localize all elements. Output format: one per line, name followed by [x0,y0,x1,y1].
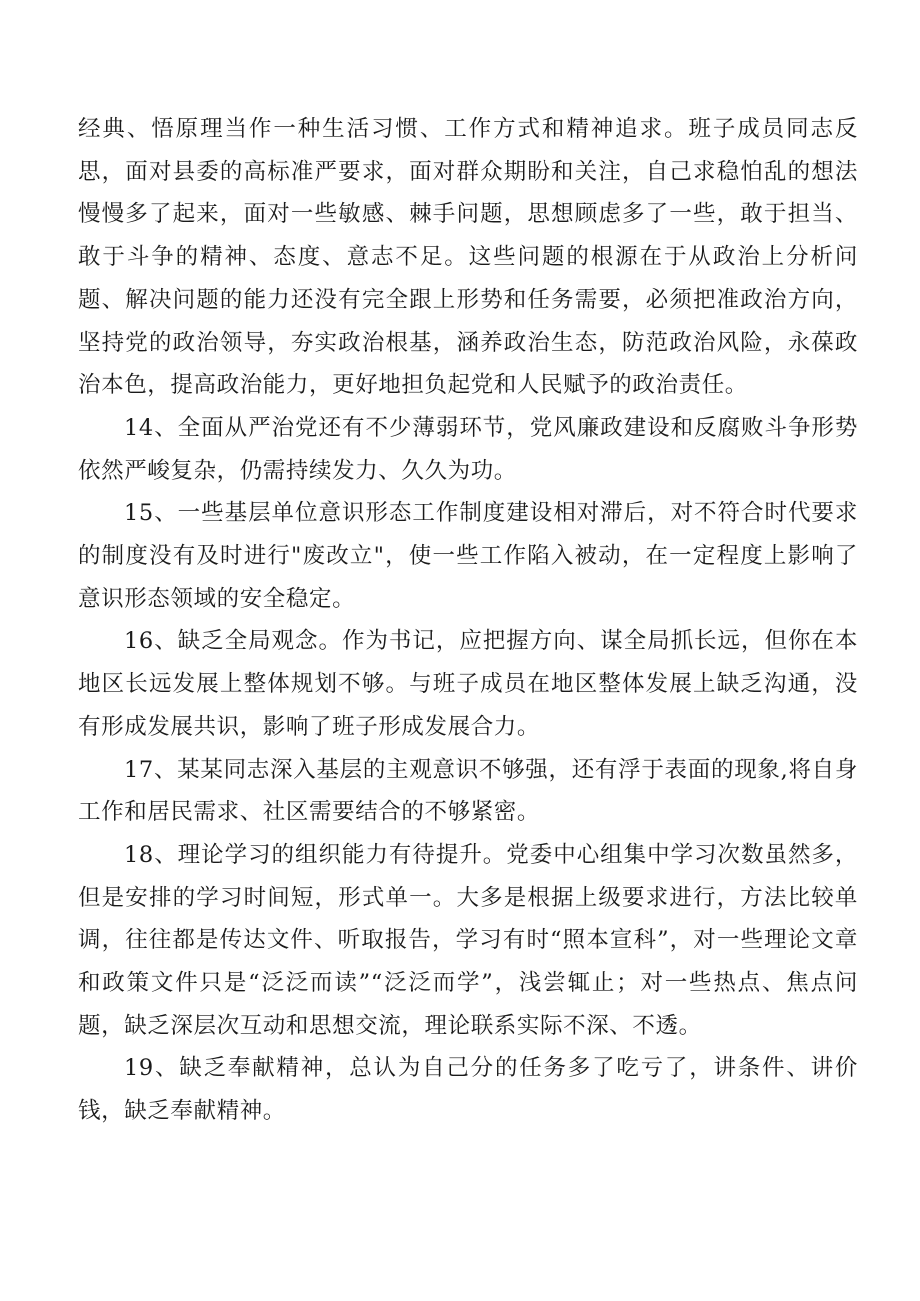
paragraph-item-16: 16、缺乏全局观念。作为书记，应把握方向、谋全局抓长远，但你在本地区长远发展上整体规划不够。与班子成员在地区整体发展上缺乏沟通，没有形成发展共识，影响了班子形成发展合力。 [78,628,858,740]
paragraph-item-19: 19、缺乏奉献精神，总认为自己分的任务多了吃亏了，讲条件、讲价钱，缺乏奉献精神。 [78,1055,858,1125]
paragraph-item-18: 18、理论学习的组织能力有待提升。党委中心组集中学习次数虽然多，但是安排的学习时间短，形式单一。大多是根据上级要求进行，方法比较单调，往往都是传达文件、听取报告，学习有时“照本宣科”，对一些理论文章和政策文件只是“泛泛而读”“泛泛而学”，浅尝辄止；对一些热点、焦点问题，缺乏深层次互动和思想交流，理论联系实际不深、不透。 [78,841,858,1039]
paragraph-item-14: 14、全面从严治党还有不少薄弱环节，党风廉政建设和反腐败斗争形势依然严峻复杂，仍需持续发力、久久为功。 [78,414,858,484]
document-body [78,108,858,1133]
paragraph-continuation: 经典、悟原理当作一种生活习惯、工作方式和精神追求。班子成员同志反思，面对县委的高标准严要求，面对群众期盼和关注，自己求稳怕乱的想法慢慢多了起来，面对一些敏感、棘手问题，思想顾虑多了一些，敢于担当、敢于斗争的精神、态度、意志不足。这些问题的根源在于从政治上分析问题、解决问题的能力还没有完全跟上形势和任务需要，必须把准政治方向，坚持党的政治领导，夯实政治根基，涵养政治生态，防范政治风险，永葆政治本色，提高政治能力，更好地担负起党和人民赋予的政治责任。 [78,116,858,399]
paragraph-item-15: 15、一些基层单位意识形态工作制度建设相对滞后，对不符合时代要求的制度没有及时进行"废改立"，使一些工作陷入被动，在一定程度上影响了意识形态领域的安全稳定。 [78,500,858,612]
paragraph-item-17: 17、某某同志深入基层的主观意识不够强，还有浮于表面的现象,将自身工作和居民需求、社区需要结合的不够紧密。 [78,756,858,826]
